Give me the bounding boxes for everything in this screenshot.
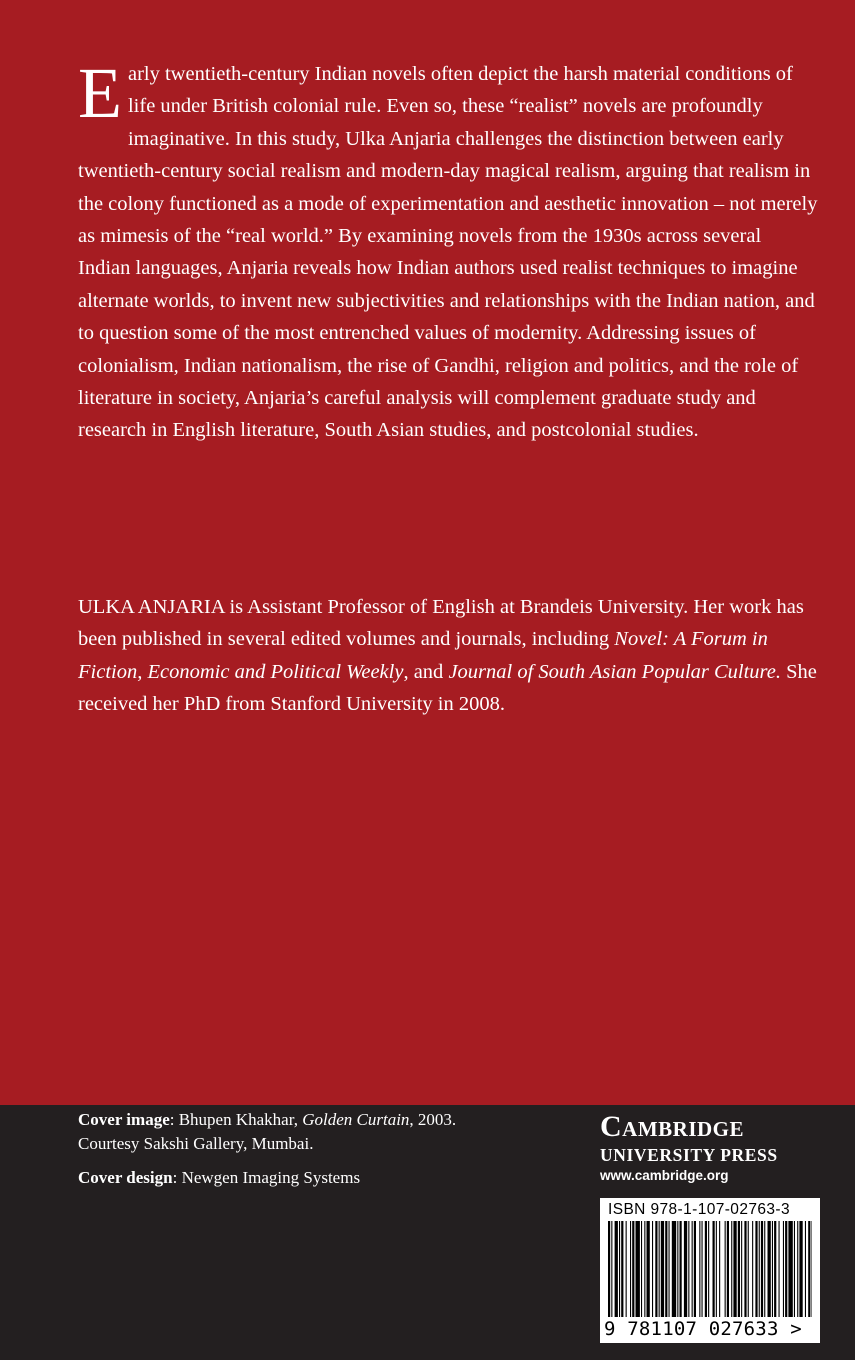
book-blurb [78,53,818,447]
cover-image-title: Golden Curtain [302,1110,410,1129]
author-bio [78,591,818,721]
bio-text-2: , and [403,660,449,683]
publisher-logo [600,1110,830,1186]
cover-design-label: Cover design [78,1168,173,1187]
bio-separator: , [137,660,148,683]
barcode-icon [608,1221,812,1317]
drop-cap: E [78,53,122,133]
publisher-url: www.cambridge.org [600,1168,729,1183]
cover-design-credit [78,1166,518,1190]
bio-text-3: She received her PhD from Stanford University in 2008. [78,660,817,716]
cover-image-courtesy: , 2003. Courtesy Sakshi Gallery, Mumbai. [78,1110,457,1153]
cover-image-artist: : Bhupen Khakhar, [169,1110,303,1129]
ean-digits: 9 781107 027633 > [604,1318,802,1340]
cover-image-credit [78,1108,518,1156]
cover-credits [78,1108,518,1190]
bio-text-1: ULKA ANJARIA is Assistant Professor of English at Brandeis University. Her work has been published in several edited volumes and journals, including [78,596,804,651]
publisher-name: Cambridge [600,1110,745,1143]
publisher-subtitle: UNIVERSITY PRESS [600,1145,778,1165]
blurb-text: arly twentieth-century Indian novels often depict the harsh material conditions of life under British colonial rule. Even so, these “realist” novels are profoundly imaginative. In this study, Ulka Anjaria challenges the distinction between early twentieth-century social realism and modern-day magical realism, arguing that realism in the colony functioned as a mode of experimentation and aesthetic innovation – not merely as mimesis of the “real world.” By examining novels from the 1930s across several Indian languages, Anjaria reveals how Indian authors used realist techniques to imagine alternate worlds, to invent new subjectivities and relationships with the Indian nation, and to question some of the most entrenched values of modernity. Addressing issues of colonialism, Indian nationalism, the rise of Gandhi, religion and politics, and the role of literature in society, Anjaria’s careful analysis will complement graduate study and research in English literature, South Asian studies, and postcolonial studies. [78,63,818,442]
journal-title-jsapc: Journal of South Asian Popular Culture. [448,660,782,683]
isbn-label: ISBN 978-1-107-02763-3 [608,1201,790,1218]
journal-title-novel: Novel: A Forum in Fiction [78,628,768,683]
barcode-panel [600,1198,820,1343]
cover-image-label: Cover image [78,1110,170,1129]
cover-design-text: : Newgen Imaging Systems [172,1168,361,1187]
journal-title-epw: Economic and Political Weekly [147,660,404,683]
